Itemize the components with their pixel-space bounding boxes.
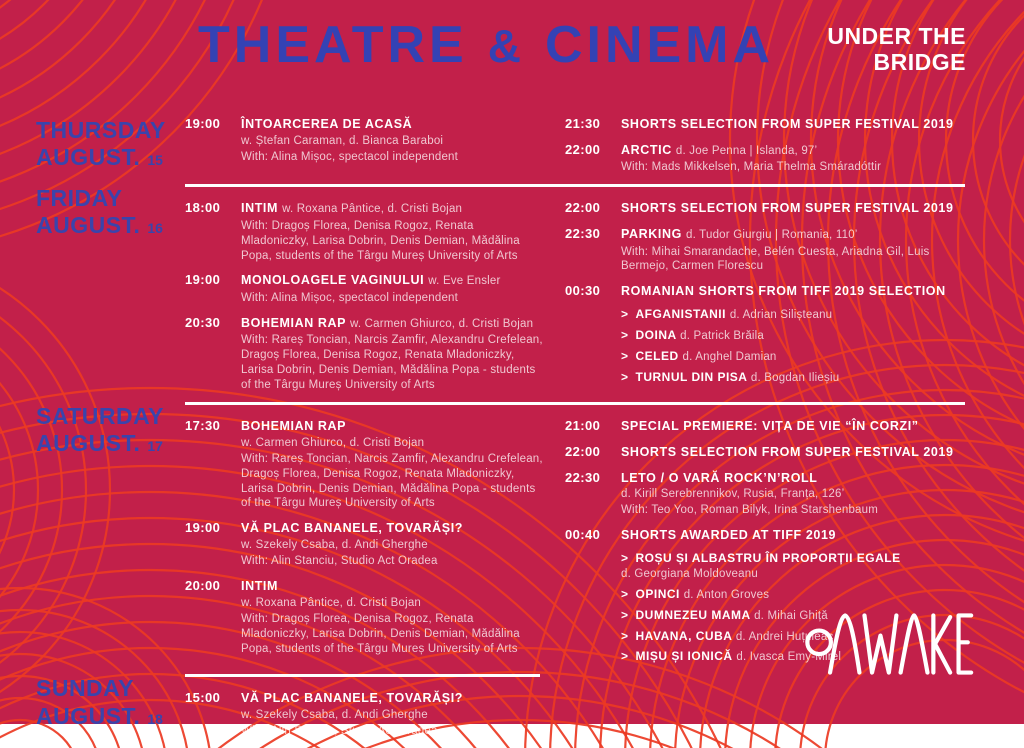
subitem-credits: d. Mihai Ghiță: [754, 609, 828, 622]
event-detail: d. Kirill Serebrennikov, Rusia, Franța, 126’: [621, 488, 845, 501]
event-body: [621, 142, 965, 175]
event-body: [241, 200, 543, 263]
event-time: 21:30: [565, 116, 601, 131]
event-title-text: MONOLOAGELE VAGINULUI: [241, 273, 425, 288]
subitem-credits: d. Anton Groves: [683, 588, 770, 601]
day-date: [36, 703, 186, 730]
event-detail: w. Szekely Csaba, d. Andi Gherghe: [241, 709, 428, 722]
event-time: 19:00: [185, 520, 221, 536]
event: [565, 200, 965, 217]
event-title-text: BOHEMIAN RAP: [241, 418, 347, 433]
subitem-marker: >: [621, 628, 629, 643]
event-time: 00:40: [565, 527, 601, 543]
event-body: [241, 690, 543, 739]
day-section-friday: [36, 184, 965, 402]
event-body: [621, 470, 965, 519]
title-cinema: CINEMA: [544, 16, 775, 74]
event-detail: With: Alin Stanciu, Studio Act Oradea: [241, 555, 438, 568]
event-credits-inline: d. Joe Penna | Islanda, 97’: [675, 144, 818, 157]
subitem: [621, 551, 965, 582]
day-columns: [185, 116, 965, 184]
subitem-marker: >: [621, 607, 629, 622]
day-number: 15: [147, 152, 163, 169]
event-title: [621, 226, 965, 243]
event: [185, 690, 543, 739]
title-theatre: THEATRE: [198, 16, 468, 74]
subitem-marker: >: [621, 307, 629, 322]
event-time: 22:30: [565, 226, 601, 242]
event: [185, 116, 543, 165]
day-month: AUGUST.: [36, 430, 148, 457]
event-title-text: PARKING: [621, 227, 682, 242]
event-title: [241, 520, 543, 537]
day-month: AUGUST.: [36, 702, 148, 729]
day-label: [36, 675, 186, 729]
event-detail: With: Mihai Smarandache, Belén Cuesta, Ariadna Gil, Luis Bermejo, Carmen Florescu: [621, 245, 930, 273]
day-date: [36, 430, 186, 457]
day-columns: [185, 690, 965, 748]
subitem-title: ROȘU ȘI ALBASTRU ÎN PROPORȚII EGALE: [635, 551, 901, 566]
event-detail: w. Roxana Pântice, d. Cristi Bojan: [241, 596, 422, 609]
event-detail: w. Szekely Csaba, d. Andi Gherghe: [241, 539, 428, 552]
day-name: SATURDAY: [36, 402, 164, 429]
event-time: 22:30: [565, 469, 601, 485]
column-left: [185, 116, 565, 174]
event-title: [241, 418, 543, 435]
event-time: 22:00: [565, 443, 601, 459]
event-detail: With: Alin Stanciu, Studio Act Oradea: [241, 725, 438, 738]
event-title: [241, 690, 543, 707]
event-credits-inline: w. Roxana Pântice, d. Cristi Bojan: [282, 203, 463, 216]
column-left: [185, 418, 565, 666]
day-name: THURSDAY: [36, 117, 166, 143]
subitem-marker: >: [621, 349, 629, 364]
event-title: [621, 116, 965, 133]
column-left: [185, 690, 565, 748]
event: [185, 578, 543, 657]
event-title-text: LETO / O VARĂ ROCK’N’ROLL: [621, 470, 818, 485]
subitem-credits: d. Andrei Huțuleac: [735, 630, 834, 643]
subitem: [621, 587, 965, 603]
event-title: [621, 142, 965, 159]
event: [565, 116, 965, 133]
section-divider: [185, 184, 965, 187]
page-title: [198, 18, 774, 73]
section-divider: [185, 402, 965, 405]
day-month: AUGUST.: [36, 212, 148, 239]
event-body: [621, 200, 965, 217]
event-credits-inline: w. Carmen Ghiurco, d. Cristi Bojan: [349, 317, 534, 330]
event-body: [621, 283, 965, 386]
event-title-text: SHORTS AWARDED AT TIFF 2019: [621, 528, 837, 543]
event-credits-inline: w. Eve Ensler: [428, 275, 501, 288]
event-detail: With: Teo Yoo, Roman Bilyk, Irina Starshenbaum: [621, 504, 879, 517]
subitem-credits: d. Anghel Damian: [682, 351, 777, 364]
event-time: 19:00: [185, 116, 221, 131]
event-detail: With: Alina Mișoc, spectacol independent: [241, 150, 459, 163]
day-number: 18: [147, 710, 163, 727]
event: [565, 283, 965, 386]
subitem-credits: d. Adrian Silișteanu: [729, 309, 833, 322]
title-ampersand: &: [487, 20, 525, 72]
event-body: [241, 315, 543, 393]
event-time: 15:00: [185, 690, 221, 706]
subitem-title: TURNUL DIN PISA: [635, 369, 748, 384]
event-detail: With: Rareș Toncian, Narcis Zamfir, Alexandru Crefelean, Dragoș Florea, Denisa Rogoz, Renata Mladoniczky, Larisa Dobrin, Denis Demian, Mădălina Popa - students of the Târgu Mureș University of Arts: [241, 452, 543, 510]
event: [565, 418, 965, 435]
subitem-title: CELED: [635, 349, 679, 364]
day-label: [36, 185, 186, 239]
event-title-text: BOHEMIAN RAP: [241, 315, 346, 330]
day-section-thursday: [36, 116, 965, 184]
day-columns: [185, 200, 965, 402]
subitem: [621, 349, 965, 365]
event-title: [241, 272, 543, 289]
event-body: [241, 272, 543, 305]
event: [185, 520, 543, 569]
event-title: [241, 116, 543, 133]
subitem-credits: d. Bogdan Ilieșiu: [750, 371, 840, 384]
day-label: [36, 403, 186, 457]
event-title-text: INTIM: [241, 201, 279, 216]
column-right: [565, 116, 965, 184]
day-number: 17: [147, 438, 163, 455]
subitem-title: HAVANA, CUBA: [635, 628, 732, 643]
subitem-credits: d. Ivasca Emy-Mirel: [736, 651, 842, 664]
event: [185, 418, 543, 511]
subitem: [621, 370, 965, 386]
event-title-text: ROMANIAN SHORTS FROM TIFF 2019 SELECTION: [621, 284, 946, 299]
event-detail: With: Dragoș Florea, Denisa Rogoz, Renata Mladoniczky, Larisa Dobrin, Denis Demian, Mădălina Popa, students of the Târgu Mureș University of Arts: [241, 219, 520, 262]
subitem-title: DOINA: [635, 328, 677, 343]
day-month: AUGUST.: [36, 144, 148, 171]
event-body: [621, 444, 965, 461]
event: [185, 315, 543, 393]
event-time: 17:30: [185, 417, 221, 433]
event-title: [621, 283, 965, 300]
column-left: [185, 200, 565, 402]
event: [565, 226, 965, 274]
event: [565, 142, 965, 175]
event-subitems: [621, 307, 965, 386]
event-title-text: SPECIAL PREMIERE: VIȚA DE VIE “ÎN CORZI”: [621, 418, 919, 433]
event-detail: w. Ștefan Caraman, d. Bianca Baraboi: [241, 134, 444, 147]
subitem-marker: >: [621, 369, 629, 384]
day-label: [36, 117, 186, 171]
event-body: [621, 418, 965, 435]
event-time: 22:00: [565, 200, 601, 216]
day-name: FRIDAY: [36, 185, 123, 212]
event: [565, 444, 965, 461]
event-title-text: SHORTS SELECTION FROM SUPER FESTIVAL 2019: [621, 201, 954, 216]
day-date: [36, 144, 186, 171]
event-detail: With: Dragoș Florea, Denisa Rogoz, Renata Mladoniczky, Larisa Dobrin, Denis Demian, Mădălina Popa, students of the Târgu Mureș University of Arts: [241, 612, 520, 655]
event: [185, 200, 543, 263]
event-title-text: ARCTIC: [621, 142, 672, 157]
day-number: 16: [147, 220, 163, 237]
event-body: [241, 116, 543, 165]
event-credits-inline: d. Tudor Giurgiu | Romania, 110’: [686, 229, 858, 242]
event-title: [241, 315, 543, 332]
event: [185, 272, 543, 305]
column-right: [565, 200, 965, 395]
subitem-title: OPINCI: [635, 586, 680, 601]
subitem-marker: >: [621, 649, 629, 664]
event-title: [621, 200, 965, 217]
event-title: [621, 418, 965, 435]
subitem-title: AFGANISTANII: [635, 307, 726, 322]
venue-line-1: UNDER THE: [827, 23, 966, 49]
day-name: SUNDAY: [36, 675, 135, 702]
event-detail: With: Mads Mikkelsen, Maria Thelma Smáradóttir: [621, 161, 882, 174]
event-title: [621, 444, 965, 461]
subitem-marker: >: [621, 328, 629, 343]
event-title-text: ÎNTOARCEREA DE ACASĂ: [241, 117, 413, 131]
event-body: [241, 520, 543, 569]
awake-logo: [804, 605, 972, 688]
event-body: [241, 418, 543, 511]
subitem-credits-below: d. Georgiana Moldoveanu: [621, 567, 758, 580]
event-title-text: VĂ PLAC BANANELE, TOVARĂȘI?: [241, 521, 463, 536]
event-time: 18:00: [185, 200, 221, 216]
event-title-text: VĂ PLAC BANANELE, TOVARĂȘI?: [241, 691, 463, 706]
event-title-text: SHORTS SELECTION FROM SUPER FESTIVAL 2019: [621, 117, 954, 131]
subitem: [621, 328, 965, 344]
event-body: [621, 116, 965, 133]
subitem-credits: d. Patrick Brăila: [680, 330, 765, 343]
venue-line-2: BRIDGE: [873, 48, 966, 75]
event-body: [621, 226, 965, 274]
section-divider: [185, 674, 540, 677]
subitem-marker: >: [621, 551, 629, 566]
day-date: [36, 212, 186, 239]
event-title: [241, 200, 543, 217]
event-time: 19:00: [185, 272, 221, 288]
event: [565, 470, 965, 519]
event-time: 20:00: [185, 578, 221, 594]
subitem: [621, 307, 965, 323]
event-title-text: SHORTS SELECTION FROM SUPER FESTIVAL 2019: [621, 444, 954, 459]
event-title-text: INTIM: [241, 579, 279, 594]
venue-title: [827, 24, 966, 76]
event-title: [241, 578, 543, 595]
event-detail: w. Carmen Ghiurco, d. Cristi Bojan: [241, 436, 425, 449]
event-time: 22:00: [565, 141, 601, 157]
awake-logo-art: [804, 605, 972, 683]
event-time: 00:30: [565, 283, 601, 299]
event-detail: With: Rareș Toncian, Narcis Zamfir, Alexandru Crefelean, Dragoș Florea, Denisa Rogoz, Renata Mladoniczky, Larisa Dobrin, Denis Demian, Mădălina Popa - students of the Târgu Mureș University of Arts: [241, 334, 543, 392]
header: [0, 0, 1024, 102]
event-detail: With: Alina Mișoc, spectacol independent: [241, 291, 459, 304]
event-time: 20:30: [185, 314, 221, 330]
subitem-marker: >: [621, 586, 629, 601]
event-title: [621, 527, 965, 544]
subitem-title: DUMNEZEU MAMA: [635, 607, 751, 622]
subitem-title: MIȘU ȘI IONICĂ: [635, 649, 733, 664]
event-title: [621, 470, 965, 487]
event-body: [241, 578, 543, 657]
event-time: 21:00: [565, 417, 601, 433]
